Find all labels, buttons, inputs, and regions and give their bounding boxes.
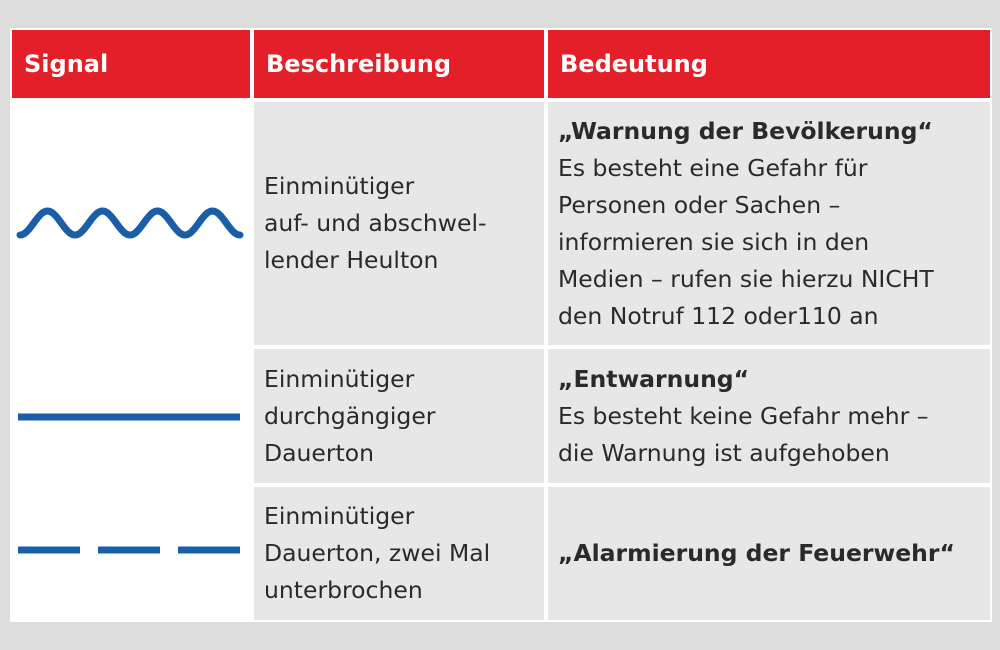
table-row-1-description bbox=[254, 102, 544, 345]
description-line: Einminütiger bbox=[264, 172, 415, 200]
table-row-3-description bbox=[254, 487, 544, 620]
table-row-1-meaning bbox=[548, 102, 990, 345]
meaning-line: informieren sie sich in den bbox=[558, 227, 870, 256]
table-row-2-signal bbox=[12, 349, 250, 483]
header-bedeutung bbox=[548, 30, 990, 98]
meaning-title: „Warnung der Bevölkerung“ bbox=[558, 116, 933, 145]
dashed-line-signal-icon bbox=[12, 487, 250, 620]
solid-line-signal-icon bbox=[12, 349, 250, 483]
description-line: Einminütiger bbox=[264, 502, 415, 530]
header-signal-label: Signal bbox=[24, 50, 109, 78]
table-row-3-meaning bbox=[548, 487, 990, 620]
description-line: Einminütiger bbox=[264, 364, 415, 393]
meaning-title: „Entwarnung“ bbox=[558, 364, 750, 393]
meaning-title: „Alarmierung der Feuerwehr“ bbox=[558, 539, 955, 567]
table-row-3-signal bbox=[12, 487, 250, 620]
table-row-2-description bbox=[254, 349, 544, 483]
table-row-2-meaning bbox=[548, 349, 990, 483]
meaning-line: Es besteht eine Gefahr für bbox=[558, 153, 868, 182]
meaning-line: Es besteht keine Gefahr mehr – bbox=[558, 401, 929, 430]
meaning-line: den Notruf 112 oder110 an bbox=[558, 301, 879, 330]
meaning-line: Medien – rufen sie hierzu NICHT bbox=[558, 264, 934, 293]
siren-signal-table bbox=[10, 28, 992, 622]
description-line: durchgängiger bbox=[264, 401, 436, 430]
wave-signal-icon bbox=[12, 102, 250, 345]
description-line: Dauerton, zwei Mal bbox=[264, 539, 491, 567]
table-row-1-signal bbox=[12, 102, 250, 345]
header-bedeutung-label: Bedeutung bbox=[560, 50, 708, 78]
description-line: unterbrochen bbox=[264, 576, 423, 604]
header-beschreibung-label: Beschreibung bbox=[266, 50, 452, 78]
meaning-line: Personen oder Sachen – bbox=[558, 190, 841, 219]
header-beschreibung bbox=[254, 30, 544, 98]
header-signal bbox=[12, 30, 250, 98]
description-line: Dauerton bbox=[264, 438, 374, 467]
description-line: lender Heulton bbox=[264, 246, 439, 274]
description-line: auf- und abschwel- bbox=[264, 209, 487, 237]
meaning-line: die Warnung ist aufgehoben bbox=[558, 438, 890, 467]
